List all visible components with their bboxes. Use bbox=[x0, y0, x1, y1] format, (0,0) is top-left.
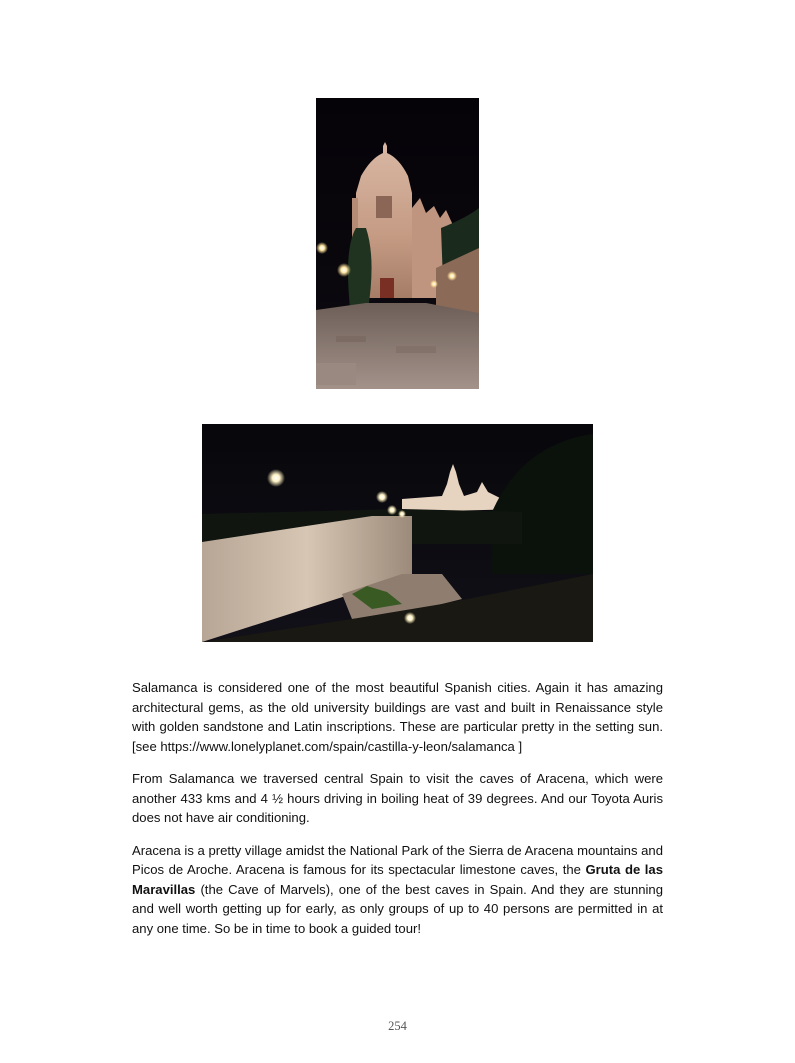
city-walls-photo-image bbox=[202, 424, 593, 642]
paragraph-aracena-journey: From Salamanca we traversed central Spain to visit the caves of Aracena, which were another 433 kms and 4 ½ hours driving in boiling heat of 39 degrees. And our Toyota Auris does not have air conditioning. bbox=[132, 771, 663, 825]
city-walls-photo bbox=[202, 424, 593, 642]
page-number: 254 bbox=[388, 1019, 407, 1033]
cave-name-bold: Gruta de las Maravillas bbox=[132, 862, 663, 897]
paragraph-caves-intro: Aracena is a pretty village amidst the National Park of the Sierra de Aracena mountains and Picos de Aroche. Aracena is famous for its spectacular limestone caves, the bbox=[132, 842, 663, 877]
paragraph-salamanca: Salamanca is considered one of the most beautiful Spanish cities. Again it has amazing architectural gems, as the old university buildings are vast and built in Renaissance style with golden sandstone and Latin inscriptions. These are particular pretty in the setting sun. [see https://www.lonelyplanet.com/spain/castilla-y-leon/salamanca ] bbox=[132, 680, 663, 754]
paragraph-aracena-caves bbox=[132, 841, 663, 939]
cathedral-photo-image bbox=[316, 98, 479, 389]
paragraph-caves-rest: (the Cave of Marvels), one of the best caves in Spain. And they are stunning and well worth getting up for early, as only groups of up to 40 persons are permitted in at any one time. So be in time to book a guided tour! bbox=[132, 881, 663, 936]
body-text bbox=[132, 678, 663, 951]
cathedral-photo bbox=[316, 98, 479, 389]
